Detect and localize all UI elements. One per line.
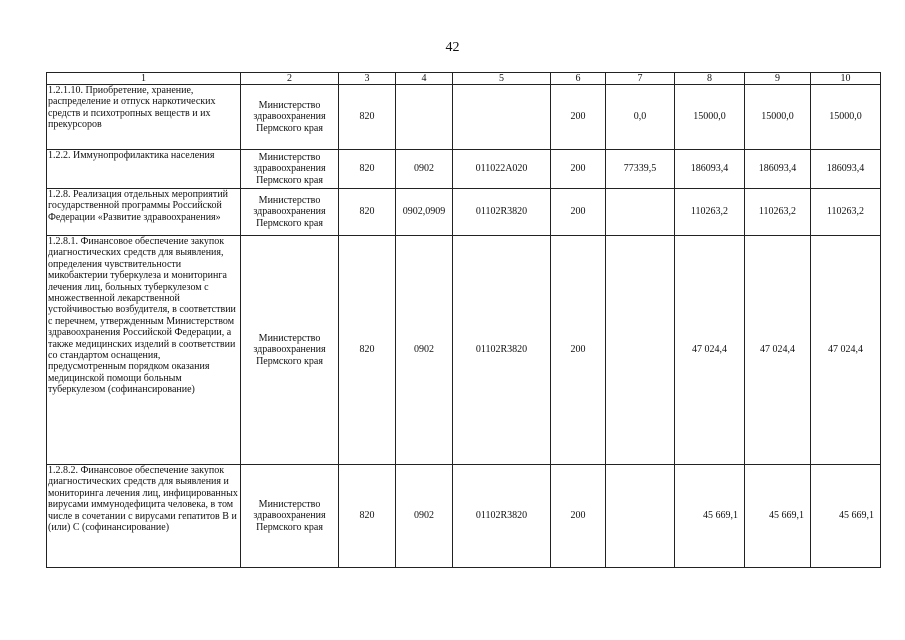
cell-amount-col10: 186093,4 (811, 150, 881, 189)
responsible-org: Министерство здравоохранения Пермского края (241, 85, 339, 150)
budget-table (46, 72, 881, 568)
cell-amount-col9: 110263,2 (745, 189, 811, 236)
responsible-org: Министерство здравоохранения Пермского края (241, 465, 339, 568)
cell-code-ministry: 820 (339, 85, 396, 150)
column-header: 4 (396, 73, 453, 85)
cell-section (396, 85, 453, 150)
cell-amount-col7: 0,0 (606, 85, 675, 150)
cell-code-ministry: 820 (339, 150, 396, 189)
cell-expense-type: 200 (551, 465, 606, 568)
cell-expense-type: 200 (551, 236, 606, 465)
cell-target-article (453, 85, 551, 150)
column-header: 10 (811, 73, 881, 85)
cell-amount-col7 (606, 189, 675, 236)
cell-target-article: 01102R3820 (453, 465, 551, 568)
table-row (47, 150, 881, 189)
cell-amount-col10: 15000,0 (811, 85, 881, 150)
cell-amount-col9: 45 669,1 (745, 465, 811, 568)
activity-name: 1.2.8.1. Финансовое обеспечение закупок диагностических средств для выявления, определения чувствительности микобактерии туберкулеза и мониторинга лечения лиц, больных туберкулезом с множественной лекарственной устойчивостью возбудителя, в соответствии с перечнем, утвержденным Министерством здравоохранения Российской Федерации, а также медицинских изделий в соответствии со стандартом оснащения, предусмотренным порядком оказания медицинской помощи больным туберкулезом (софинансирование) (47, 236, 241, 465)
column-header: 1 (47, 73, 241, 85)
cell-amount-col9: 186093,4 (745, 150, 811, 189)
activity-name: 1.2.8. Реализация отдельных мероприятий государственной программы Российской Федерации «Развитие здравоохранения» (47, 189, 241, 236)
cell-amount-col8: 47 024,4 (675, 236, 745, 465)
cell-amount-col10: 47 024,4 (811, 236, 881, 465)
table-row (47, 236, 881, 465)
cell-section: 0902,0909 (396, 189, 453, 236)
cell-code-ministry: 820 (339, 465, 396, 568)
cell-amount-col8: 186093,4 (675, 150, 745, 189)
column-header: 6 (551, 73, 606, 85)
cell-expense-type: 200 (551, 85, 606, 150)
cell-target-article: 011022А020 (453, 150, 551, 189)
table-header-row (47, 73, 881, 85)
activity-name: 1.2.2. Иммунопрофилактика населения (47, 150, 241, 189)
activity-name: 1.2.1.10. Приобретение, хранение, распределение и отпуск наркотических средств и психотропных веществ и их прекурсоров (47, 85, 241, 150)
cell-amount-col7 (606, 236, 675, 465)
cell-section: 0902 (396, 236, 453, 465)
cell-amount-col8: 110263,2 (675, 189, 745, 236)
column-header: 8 (675, 73, 745, 85)
table-row (47, 465, 881, 568)
cell-amount-col7 (606, 465, 675, 568)
table-row (47, 189, 881, 236)
column-header: 3 (339, 73, 396, 85)
responsible-org: Министерство здравоохранения Пермского края (241, 150, 339, 189)
cell-amount-col8: 45 669,1 (675, 465, 745, 568)
cell-code-ministry: 820 (339, 189, 396, 236)
column-header: 5 (453, 73, 551, 85)
cell-target-article: 01102R3820 (453, 236, 551, 465)
cell-target-article: 01102R3820 (453, 189, 551, 236)
cell-amount-col9: 15000,0 (745, 85, 811, 150)
column-header: 2 (241, 73, 339, 85)
table-row (47, 85, 881, 150)
cell-expense-type: 200 (551, 189, 606, 236)
cell-expense-type: 200 (551, 150, 606, 189)
column-header: 9 (745, 73, 811, 85)
responsible-org: Министерство здравоохранения Пермского края (241, 189, 339, 236)
cell-code-ministry: 820 (339, 236, 396, 465)
column-header: 7 (606, 73, 675, 85)
cell-amount-col10: 110263,2 (811, 189, 881, 236)
cell-amount-col7: 77339,5 (606, 150, 675, 189)
activity-name: 1.2.8.2. Финансовое обеспечение закупок диагностических средств для выявления и мониторинга лечения лиц, инфицированных вирусами иммунодефицита человека, в том числе в сочетании с вирусами гепатитов B и (или) C (софинансирование) (47, 465, 241, 568)
cell-section: 0902 (396, 465, 453, 568)
page-number: 42 (445, 40, 460, 55)
cell-section: 0902 (396, 150, 453, 189)
cell-amount-col10: 45 669,1 (811, 465, 881, 568)
cell-amount-col9: 47 024,4 (745, 236, 811, 465)
responsible-org: Министерство здравоохранения Пермского края (241, 236, 339, 465)
cell-amount-col8: 15000,0 (675, 85, 745, 150)
